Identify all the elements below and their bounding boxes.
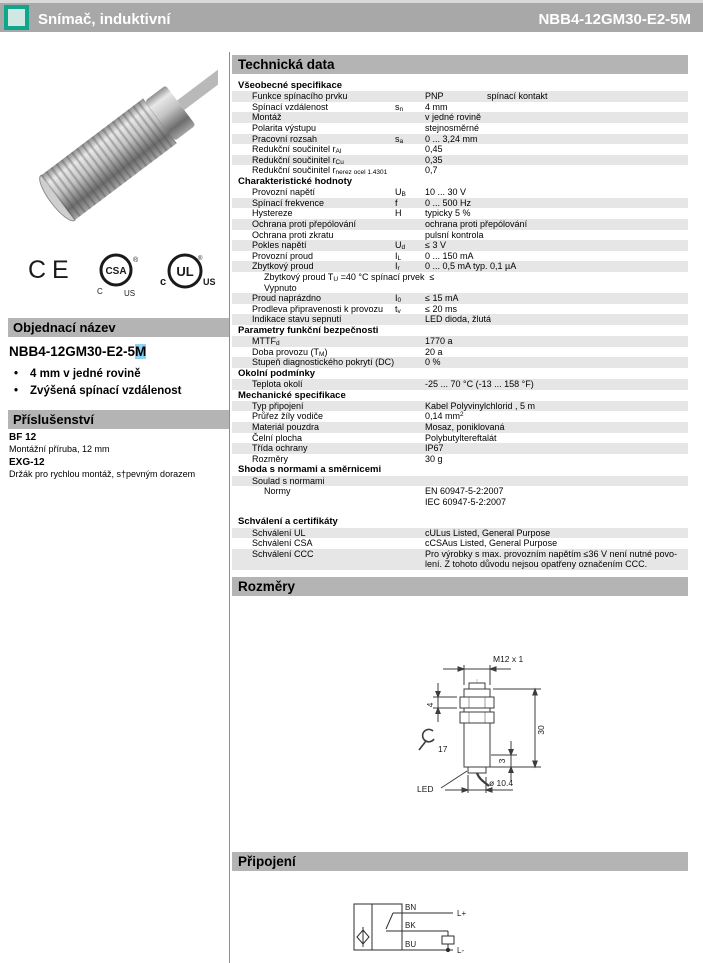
- spec-label: Provozní proud: [252, 250, 314, 261]
- spec-label: Materiál pouzdra: [252, 422, 320, 433]
- spec-row: [232, 219, 688, 230]
- spec-value: 1770 a: [425, 336, 453, 347]
- spec-value: typicky 5 %: [425, 208, 471, 219]
- drawing-cable: [477, 773, 489, 786]
- spec-value: cCSAus Listed, General Purpose: [425, 538, 558, 549]
- spec-row: [232, 240, 688, 251]
- spec-row: [232, 528, 688, 539]
- spec-label: Redukční součinitel $r_{Cu}$: [252, 154, 344, 166]
- accessories-header: Příslušenství: [8, 410, 229, 429]
- spec-symbol: H: [395, 208, 402, 219]
- spec-label: Hystereze: [252, 208, 293, 219]
- spec-label: Zbytkový proud $T_U =40$ °C spínací prvek ≤ Vypnuto: [264, 271, 435, 293]
- dimensions-header: Rozměry: [232, 577, 688, 596]
- spec-row: [232, 347, 688, 358]
- spec-row: [232, 112, 688, 123]
- spec-row: [232, 134, 688, 145]
- feature-bullet: • 4 mm v jedné rovině: [14, 368, 141, 380]
- part-number-title: NBB4-12GM30-E2-5M: [538, 11, 691, 28]
- spec-label: Spínací frekvence: [252, 197, 325, 208]
- spec-label: Teplota okolí: [252, 379, 303, 390]
- spec-symbol: $I_L$: [395, 250, 402, 262]
- svg-text:c: c: [160, 276, 167, 288]
- spec-label: Ochrana proti přepólování: [252, 218, 357, 229]
- spec-value: -25 ... 70 °C (-13 ... 158 °F): [425, 379, 534, 390]
- product-photo: [22, 56, 218, 246]
- spec-label: Prodleva připravenosti k provozu: [252, 303, 384, 314]
- spec-value: 0,45: [425, 144, 443, 155]
- technical-table: [232, 80, 688, 570]
- spec-label: Čelní plocha: [252, 432, 303, 443]
- wrench-size-label: 17: [438, 744, 448, 754]
- spec-label: Indikace stavu sepnutí: [252, 314, 342, 325]
- spec-value: LED dioda, žlutá: [425, 314, 492, 325]
- spec-row: [232, 379, 688, 390]
- spec-symbol: $U_B$: [395, 187, 406, 199]
- ul-logo-icon: [154, 250, 218, 298]
- part-number-text: NBB4-12GM30-E2-5: [9, 344, 136, 359]
- spec-section-header: Shoda s normami a směrnicemi: [238, 464, 382, 476]
- spec-label: Doba provozu $(T_M)$: [252, 346, 328, 358]
- technical-data-header: Technická data: [232, 55, 688, 74]
- spec-value: 0,35: [425, 154, 443, 165]
- spec-value: 0,7: [425, 165, 438, 176]
- spec-symbol: $t_v$: [395, 303, 401, 315]
- spec-row: [232, 433, 688, 444]
- order-designation-header: Objednací název: [8, 318, 229, 337]
- spec-value: v jedné rovině: [425, 112, 482, 123]
- spec-row: [232, 304, 688, 315]
- svg-text:CSA: CSA: [105, 266, 127, 277]
- spec-value: 10 ... 30 V: [425, 187, 467, 198]
- title-bar: [0, 3, 703, 32]
- column-divider: [229, 52, 230, 963]
- spec-label: Schválení UL: [252, 527, 306, 538]
- spec-row: [232, 272, 688, 293]
- terminal-minus-label: L-: [457, 946, 465, 955]
- spec-symbol: $s_n$: [395, 101, 404, 113]
- spec-row: [232, 251, 688, 262]
- certification-logos: [0, 250, 229, 300]
- spec-label: Normy: [264, 486, 291, 497]
- spec-symbol: $U_d$: [395, 240, 406, 252]
- svg-text:®: ®: [198, 256, 203, 262]
- svg-text:UL: UL: [176, 264, 194, 279]
- tip-diameter-label: ø 10.4: [489, 778, 514, 788]
- nut-height-label: 4: [425, 702, 435, 708]
- spec-symbol: $s_a$: [395, 133, 404, 145]
- spec-section-header: Parametry funkční bezpečnosti: [238, 324, 379, 336]
- spec-value: ochrana proti přepólování: [425, 218, 528, 229]
- spec-label: $MTTF_d$: [252, 336, 280, 348]
- spec-value: ≤ 3 V: [425, 240, 446, 251]
- spec-value-secondary: spínací kontakt: [487, 91, 548, 102]
- spec-value: Polybutyltereftalát: [425, 432, 497, 443]
- spec-row: [232, 165, 688, 176]
- tip-length-label: 3: [497, 758, 507, 764]
- spec-row: [232, 411, 688, 422]
- spec-row: [232, 549, 688, 570]
- spec-row: [232, 401, 688, 412]
- spec-value: ≤ 20 ms: [425, 303, 457, 314]
- spec-row: [232, 454, 688, 465]
- spec-label: Soulad s normami: [252, 475, 325, 486]
- spec-label: Zbytkový proud: [252, 261, 314, 272]
- spec-value: 0 ... 500 Hz: [425, 197, 472, 208]
- spec-section-header: Všeobecné specifikace: [238, 80, 343, 91]
- spec-row: [232, 538, 688, 549]
- dimension-drawing: [405, 645, 575, 803]
- spec-row: [232, 476, 688, 487]
- spec-value: 30 g: [425, 453, 443, 464]
- spec-section-header: Okolní podmínky: [238, 367, 316, 379]
- spec-value: 20 a: [425, 346, 443, 357]
- spec-value: ≤ 15 mA: [425, 293, 459, 304]
- spec-label: Spínací vzdálenost: [252, 101, 329, 112]
- spec-row: [232, 144, 688, 155]
- spec-label: Polarita výstupu: [252, 122, 317, 133]
- spec-value: Mosaz, poniklovaná: [425, 422, 505, 433]
- thread-dim-label: M12 x 1: [493, 654, 524, 664]
- spec-label: Provozní napětí: [252, 187, 316, 198]
- spec-row: [232, 261, 688, 272]
- spec-value: 0 ... 150 mA: [425, 250, 474, 261]
- spec-row: [232, 422, 688, 433]
- load-symbol: [442, 936, 454, 944]
- sensor-thread: [41, 99, 177, 221]
- spec-row: [232, 123, 688, 134]
- spec-value: PNP: [425, 91, 444, 102]
- spec-row: [232, 230, 688, 241]
- spec-label: Pracovní rozsah: [252, 133, 318, 144]
- body-length-label: 30: [536, 725, 546, 735]
- spec-value: Kabel Polyvinylchlorid , 5 m: [425, 400, 536, 411]
- spec-row: [232, 357, 688, 368]
- spec-row: [232, 336, 688, 347]
- wire-bk-label: BK: [405, 921, 416, 930]
- svg-text:US: US: [203, 277, 216, 287]
- svg-text:C: C: [97, 287, 103, 296]
- spec-symbol: $I_0$: [395, 293, 402, 305]
- spec-row: [232, 314, 688, 325]
- sensor-cable: [181, 56, 218, 105]
- spec-value: 0 ... 3,24 mm: [425, 133, 478, 144]
- spec-value: EN 60947-5-2:2007 IEC 60947-5-2:2007: [425, 486, 507, 507]
- spec-label: Pokles napětí: [252, 240, 307, 251]
- svg-text:US: US: [124, 289, 136, 298]
- connection-header: Připojení: [232, 852, 688, 871]
- part-number: [9, 344, 146, 359]
- spec-value: Pro výrobky s max. provozním napětím ≤36 V není nutné povo- lení. Z tohoto důvodu nejsou opatřeny označením CCC.: [425, 548, 678, 570]
- spec-row: [232, 187, 688, 198]
- spec-label: Třída ochrany: [252, 443, 308, 454]
- spec-row: [232, 102, 688, 113]
- wire-bn-label: BN: [405, 903, 417, 912]
- spec-label: Stupeň diagnostického pokrytí (DC): [252, 357, 395, 368]
- spec-row: [232, 198, 688, 209]
- spec-value: IP67: [425, 443, 444, 454]
- wire-bu-label: BU: [405, 940, 417, 949]
- part-number-selection-highlight: M: [135, 344, 147, 359]
- spec-value: 4 mm: [425, 101, 448, 112]
- spec-label: Proud naprázdno: [252, 293, 322, 304]
- spec-row: [232, 486, 688, 507]
- spec-label: Ochrana proti zkratu: [252, 229, 334, 240]
- accessory-code: BF 12: [9, 432, 37, 443]
- spec-label: Schválení CCC: [252, 548, 314, 559]
- spec-value: 0 ... 0,5 mA typ. 0,1 µA: [425, 261, 517, 272]
- spec-row: [232, 155, 688, 166]
- spec-row: [232, 443, 688, 454]
- spec-value: stejnosměrné: [425, 122, 480, 133]
- csa-logo-icon: [94, 250, 142, 298]
- ce-mark-icon: CE: [28, 256, 75, 284]
- spec-label: Redukční součinitel $r_{nerez ocel 1.4301}$: [252, 165, 388, 177]
- spec-section-header: Charakteristické hodnoty: [238, 175, 353, 187]
- spec-value: pulsní kontrola: [425, 229, 484, 240]
- spec-label: Funkce spínacího prvku: [252, 91, 348, 102]
- spec-row: [232, 208, 688, 219]
- feature-bullet: • Zvýšená spínací vzdálenost: [14, 385, 182, 397]
- spec-label: Typ připojení: [252, 400, 304, 411]
- svg-text:®: ®: [133, 257, 139, 264]
- spec-row: [232, 91, 688, 102]
- spec-symbol: $I_r$: [395, 261, 400, 273]
- accessory-description: Montážní příruba, 12 mm: [9, 444, 110, 454]
- spec-label: Montáž: [252, 112, 282, 123]
- spec-row: [232, 293, 688, 304]
- spec-symbol: f: [395, 197, 398, 208]
- spec-label: Průřez žíly vodiče: [252, 411, 324, 422]
- spec-value: cULus Listed, General Purpose: [425, 527, 551, 538]
- page-title: Snímač, induktivní: [38, 11, 171, 28]
- spec-value: 0,14 $mm^2$: [425, 411, 464, 422]
- terminal-plus-label: L+: [457, 909, 467, 918]
- accessory-code: EXG-12: [9, 457, 45, 468]
- accessory-description: Držák pro rychlou montáž, s†pevným dorazem: [9, 469, 196, 479]
- spec-label: Schválení CSA: [252, 538, 313, 549]
- wrench-icon: [423, 729, 434, 741]
- spec-label: Rozměry: [252, 453, 289, 464]
- spec-section-header: Mechanické specifikace: [238, 389, 346, 401]
- brand-square-icon: [4, 5, 29, 30]
- spec-value: 0 %: [425, 357, 441, 368]
- spec-label: Redukční součinitel $r_{Al}$: [252, 144, 342, 156]
- led-label: LED: [417, 784, 434, 794]
- spec-section-header: Schválení a certifikáty: [238, 516, 338, 528]
- connection-diagram: [352, 898, 482, 960]
